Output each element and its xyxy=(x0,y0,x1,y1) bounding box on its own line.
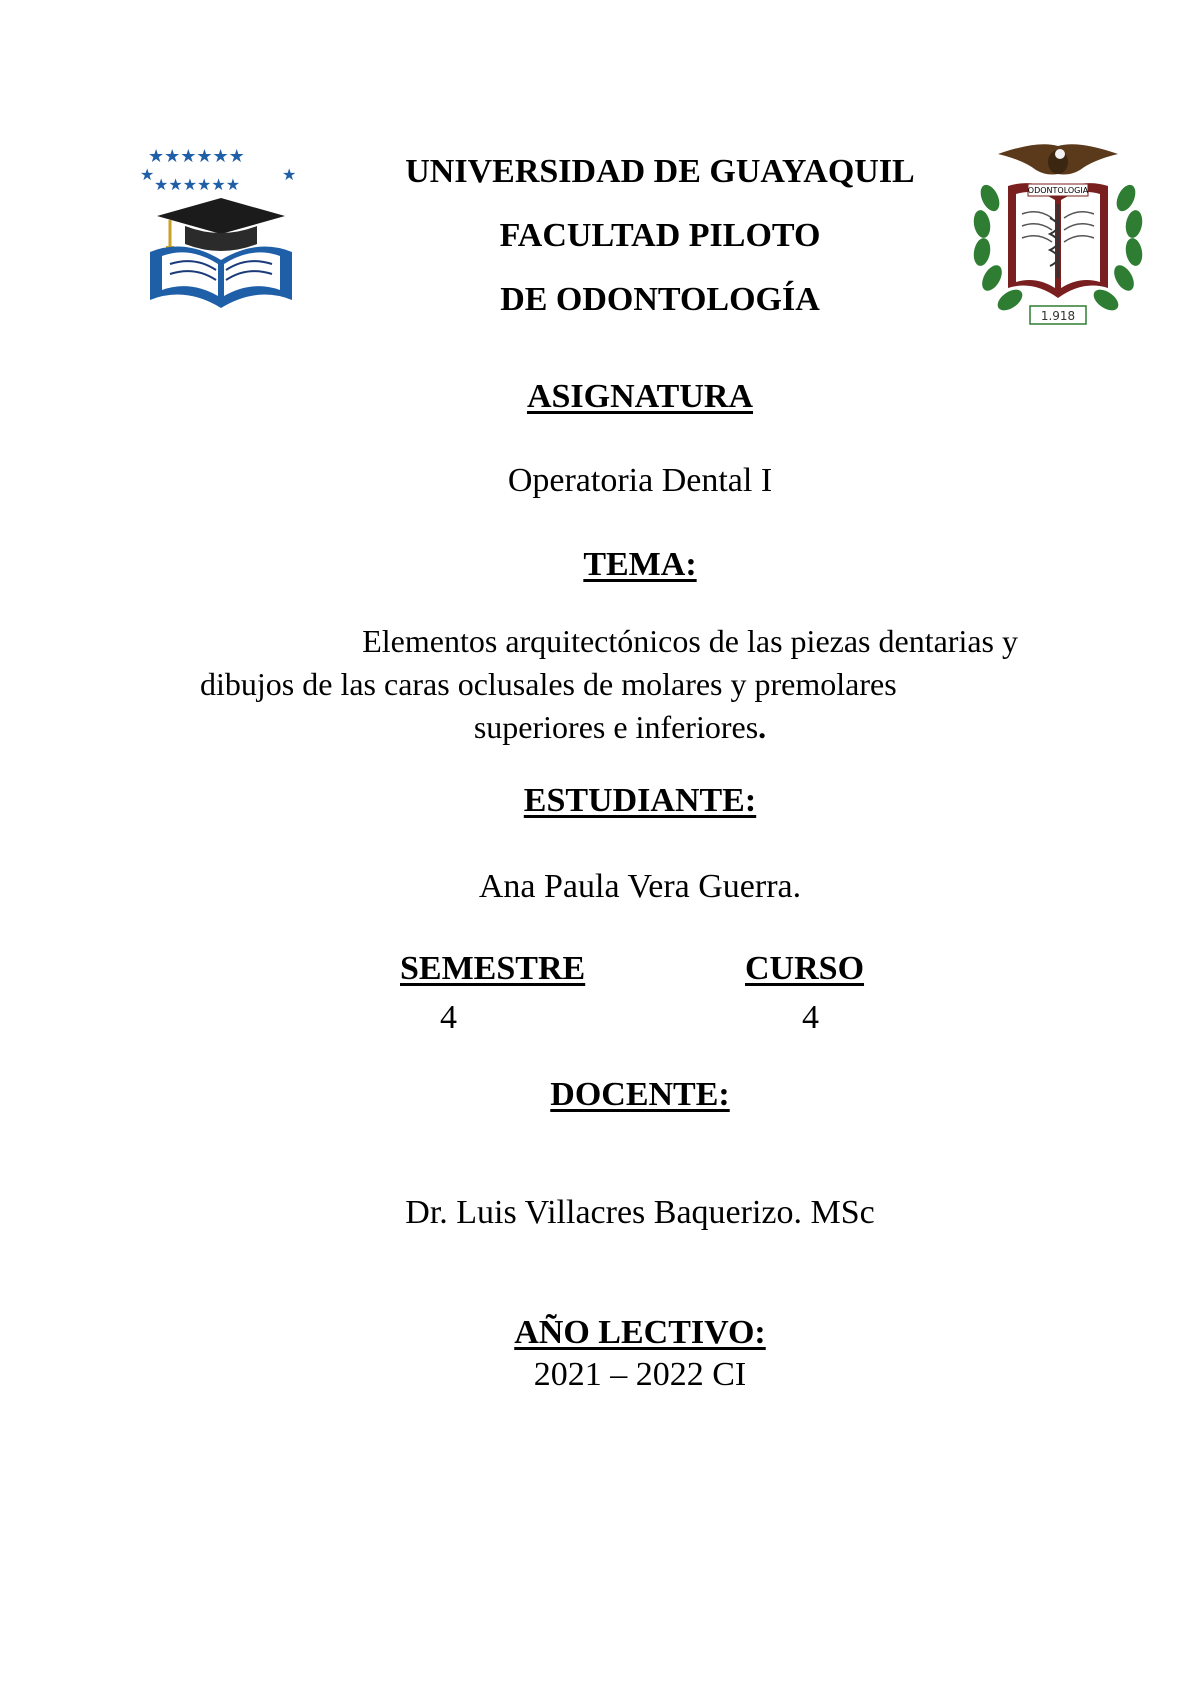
faculty-name: FACULTAD PILOTO xyxy=(499,217,821,254)
estudiante-heading: ESTUDIANTE: xyxy=(523,782,757,819)
seal-book-text: ODONTOLOGIA xyxy=(1027,186,1089,195)
tema-text xyxy=(200,620,1040,749)
curso-heading: CURSO xyxy=(745,950,865,987)
svg-text:★: ★ xyxy=(140,165,155,184)
curso-column xyxy=(745,950,864,988)
tema-line-3-dot: . xyxy=(758,709,767,745)
svg-text:★★★★★★: ★★★★★★ xyxy=(154,175,241,194)
svg-text:★: ★ xyxy=(282,165,297,184)
university-name: UNIVERSIDAD DE GUAYAQUIL xyxy=(405,153,915,190)
asignatura-heading: ASIGNATURA xyxy=(526,378,754,415)
institution-header xyxy=(360,140,960,332)
tema-heading: TEMA: xyxy=(583,546,697,583)
svg-text:★★★★★★: ★★★★★★ xyxy=(148,146,245,167)
tema-line-3-text: superiores e inferiores xyxy=(473,709,759,745)
asignatura-value: Operatoria Dental I xyxy=(507,462,773,499)
docente-heading: DOCENTE: xyxy=(550,1076,730,1113)
semestre-value: 4 xyxy=(440,999,457,1036)
semestre-column xyxy=(400,950,585,988)
seal-year: 1.918 xyxy=(1040,309,1076,323)
curso-value-wrap xyxy=(802,996,819,1040)
curso-value: 4 xyxy=(802,999,819,1036)
university-crest-icon xyxy=(140,140,302,315)
tema-line-3 xyxy=(200,706,1040,749)
semestre-value-wrap xyxy=(440,996,457,1040)
odontology-seal-icon xyxy=(968,138,1148,333)
docente-value: Dr. Luis Villacres Baquerizo. MSc xyxy=(405,1194,875,1231)
estudiante-value: Ana Paula Vera Guerra. xyxy=(478,868,802,905)
anio-heading: AÑO LECTIVO: xyxy=(514,1314,766,1351)
tema-line-1: Elementos arquitectónicos de las piezas dentarias y xyxy=(362,623,1018,659)
semestre-heading: SEMESTRE xyxy=(400,950,586,987)
faculty-name-cont: DE ODONTOLOGÍA xyxy=(500,281,820,318)
anio-value: 2021 – 2022 CI xyxy=(533,1356,747,1393)
tema-line-2: dibujos de las caras oclusales de molares y premolares xyxy=(200,666,897,702)
